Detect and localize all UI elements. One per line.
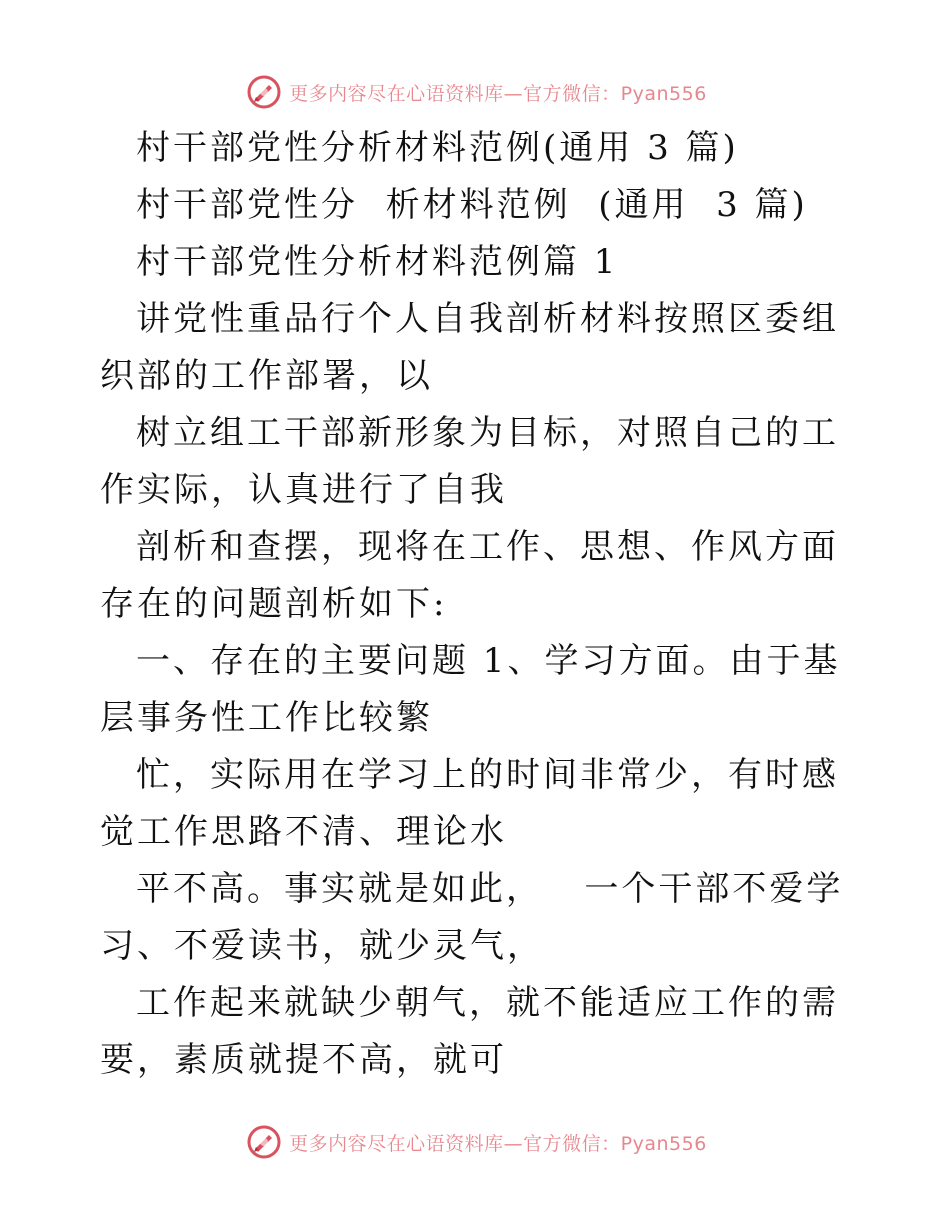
paragraph: 树立组工干部新形象为目标，对照自己的工作实际，认真进行了自我 [100,413,839,510]
paragraph: 忙，实际用在学习上的时间非常少，有时感觉工作思路不清、理论水 [100,755,839,852]
pen-logo-icon [247,75,281,109]
paragraph: 讲党性重品行个人自我剖析材料按照区委组织部的工作部署，以 [100,299,839,396]
document-title: 村干部党性分析材料范例(通用 3 篇) [136,128,739,168]
footer-banner-text: 更多内容尽在心语资料库—官方微信：Pyan556 [289,1132,707,1155]
footer-banner [0,1120,950,1164]
document-subtitle: 村干部党性分 析材料范例 (通用 3 篇) [136,185,808,225]
paragraph: 剖析和查摆，现将在工作、思想、作风方面存在的问题剖析如下: [100,527,839,624]
document-body [100,120,860,1089]
paragraph: 一、存在的主要问题 1、学习方面。由于基层事务性工作比较繁 [100,641,841,738]
paragraph: 平不高。事实就是如此， 一个干部不爱学习、不爱读书，就少灵气， [100,869,844,966]
section-heading: 村干部党性分析材料范例篇 1 [136,242,619,282]
header-banner [0,70,950,114]
header-banner-text: 更多内容尽在心语资料库—官方微信：Pyan556 [289,82,707,105]
pen-logo-icon [247,1125,281,1159]
paragraph: 工作起来就缺少朝气，就不能适应工作的需要，素质就提不高，就可 [100,983,839,1080]
